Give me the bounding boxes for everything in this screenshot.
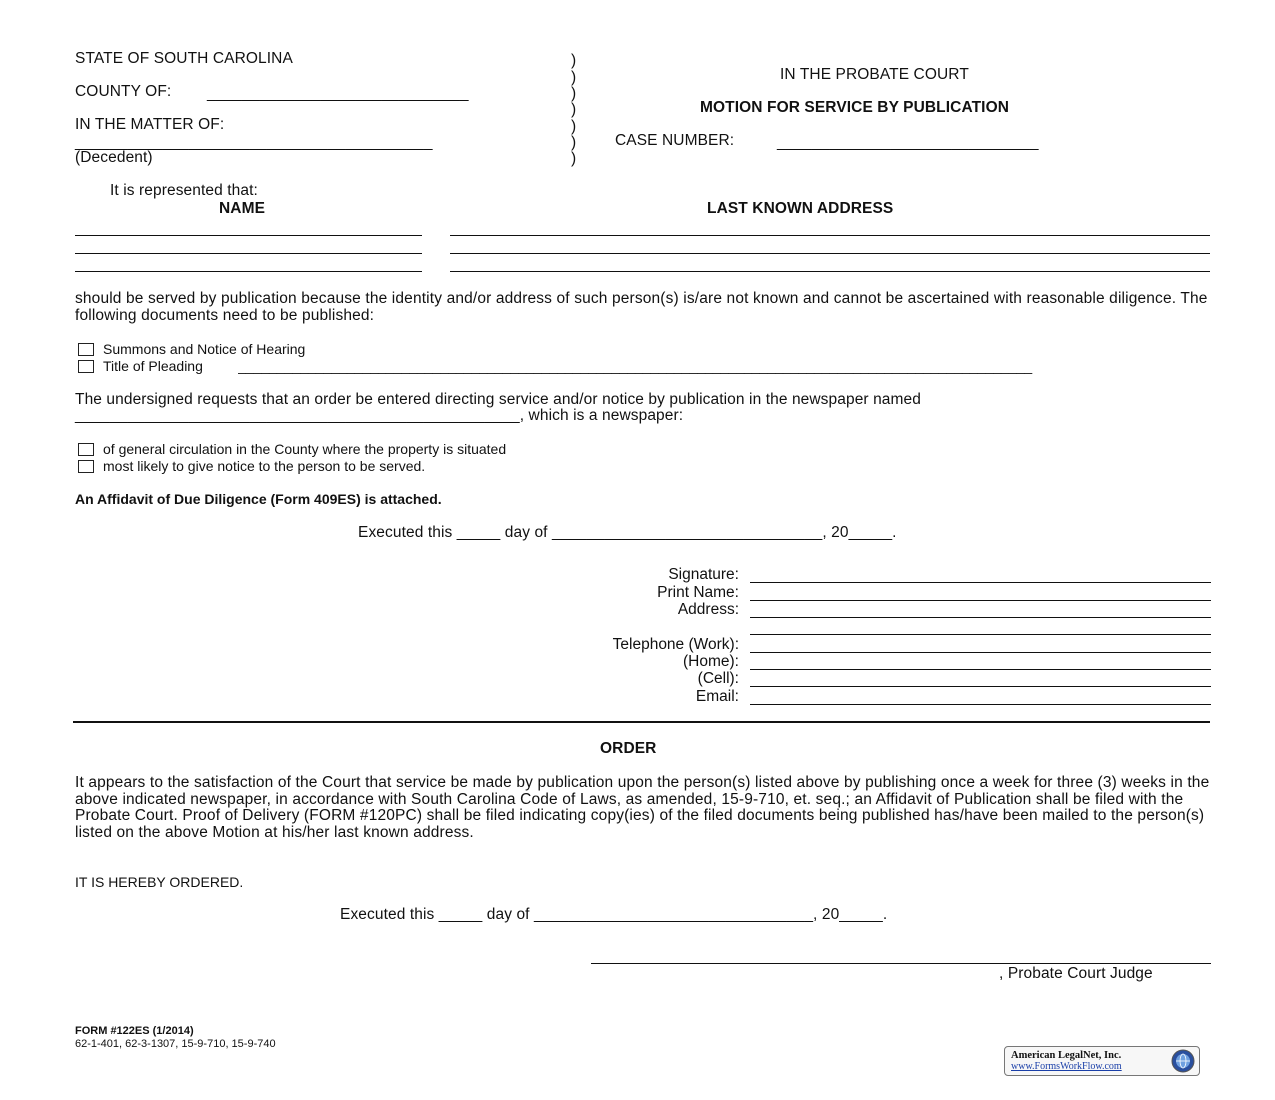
judge-signature-field[interactable] xyxy=(591,963,1211,964)
county-field[interactable]: ______________________________ xyxy=(207,85,469,102)
paren: ) xyxy=(571,85,577,102)
print-name-field[interactable] xyxy=(750,600,1211,601)
telephone-home-label: (Home): xyxy=(683,653,739,670)
likely-notice-checkbox[interactable] xyxy=(78,460,94,473)
paren: ) xyxy=(571,150,577,167)
general-circulation-checkbox[interactable] xyxy=(78,443,94,456)
paren: ) xyxy=(571,118,577,135)
email-label: Email: xyxy=(695,688,739,705)
title-of-pleading-checkbox[interactable] xyxy=(78,360,94,373)
globe-icon xyxy=(1170,1048,1196,1074)
telephone-work-label: Telephone (Work): xyxy=(612,636,739,653)
county-label: COUNTY OF: xyxy=(75,83,172,100)
title-of-pleading-label: Title of Pleading xyxy=(103,358,203,374)
paren: ) xyxy=(571,69,577,86)
logo-url[interactable]: www.FormsWorkFlow.com xyxy=(1011,1061,1122,1072)
address-field-2[interactable] xyxy=(750,634,1211,635)
statute-codes: 62-1-401, 62-3-1307, 15-9-710, 15-9-740 xyxy=(75,1038,276,1050)
case-number-label: CASE NUMBER: xyxy=(615,132,735,149)
logo-name: American LegalNet, Inc. xyxy=(1011,1050,1122,1061)
print-name-label: Print Name: xyxy=(657,584,739,601)
signature-label: Signature: xyxy=(668,566,739,583)
name-field[interactable] xyxy=(75,235,422,236)
telephone-work-field[interactable] xyxy=(750,652,1211,653)
state-label: STATE OF SOUTH CAROLINA xyxy=(75,50,293,67)
document-title: MOTION FOR SERVICE BY PUBLICATION xyxy=(700,99,1010,116)
address-field[interactable] xyxy=(450,271,1210,272)
address-field[interactable] xyxy=(450,253,1210,254)
request-text: The undersigned requests that an order be entered directing service and/or notice by publication in the newspaper named xyxy=(75,391,921,408)
name-field[interactable] xyxy=(75,253,422,254)
telephone-cell-field[interactable] xyxy=(750,686,1211,687)
paren: ) xyxy=(571,134,577,151)
order-text: It appears to the satisfaction of the Court that service be made by publication upon the person(s) listed above by publishing once a week for three (3) weeks in the above indicated newspaper, in accordance with South Carolina Code of Laws, as amended, 15-9-710, et. seq.; an Affidavit of Publication shall be filed with the Probate Court. Proof of Delivery (FORM #120PC) shall be filed indicating copy(ies) of the filed documents being published has/have been mailed to the person(s) listed on the above Motion at his/her last known address. xyxy=(75,774,1210,841)
address-column-header: LAST KNOWN ADDRESS xyxy=(707,200,894,217)
executed-line[interactable]: Executed this _____ day of _______________________________, 20_____. xyxy=(358,524,897,541)
address-field[interactable] xyxy=(750,617,1211,618)
form-number: FORM #122ES (1/2014) xyxy=(75,1025,194,1037)
court-label: IN THE PROBATE COURT xyxy=(780,66,969,83)
order-executed-line[interactable]: Executed this _____ day of ________________________________, 20_____. xyxy=(340,906,888,923)
publication-reason-text: should be served by publication because the identity and/or address of such person(s) is/are not known and cannot be ascertained with reasonable diligence. The following documents need to be published: xyxy=(75,290,1208,324)
publisher-logo[interactable] xyxy=(1004,1046,1200,1076)
name-field[interactable] xyxy=(75,271,422,272)
address-label: Address: xyxy=(677,601,739,618)
email-field[interactable] xyxy=(750,704,1211,705)
summons-label: Summons and Notice of Hearing xyxy=(103,341,306,357)
summons-checkbox[interactable] xyxy=(78,343,94,356)
signature-field[interactable] xyxy=(750,582,1211,583)
decedent-label: (Decedent) xyxy=(75,149,153,166)
name-column-header: NAME xyxy=(219,200,266,217)
paren: ) xyxy=(571,101,577,118)
title-of-pleading-field[interactable]: ______________________________________________________________________________________________________ xyxy=(238,358,1033,374)
order-title: ORDER xyxy=(600,740,657,757)
address-field[interactable] xyxy=(450,235,1210,236)
telephone-home-field[interactable] xyxy=(750,669,1211,670)
matter-field[interactable]: _________________________________________ xyxy=(75,134,433,151)
general-circulation-label: of general circulation in the County where the property is situated xyxy=(103,441,507,457)
case-number-field[interactable]: ______________________________ xyxy=(777,134,1039,151)
likely-notice-label: most likely to give notice to the person to be served. xyxy=(103,458,426,474)
ordered-text: IT IS HEREBY ORDERED. xyxy=(75,874,244,890)
affidavit-note: An Affidavit of Due Diligence (Form 409ES) is attached. xyxy=(75,491,442,507)
matter-label: IN THE MATTER OF: xyxy=(75,116,225,133)
telephone-cell-label: (Cell): xyxy=(697,670,739,687)
section-divider xyxy=(73,721,1210,723)
represented-intro: It is represented that: xyxy=(110,182,258,199)
paren: ) xyxy=(571,52,577,69)
judge-label: , Probate Court Judge xyxy=(999,965,1153,982)
newspaper-name-field[interactable]: ___________________________________________________, which is a newspaper: xyxy=(75,407,684,424)
